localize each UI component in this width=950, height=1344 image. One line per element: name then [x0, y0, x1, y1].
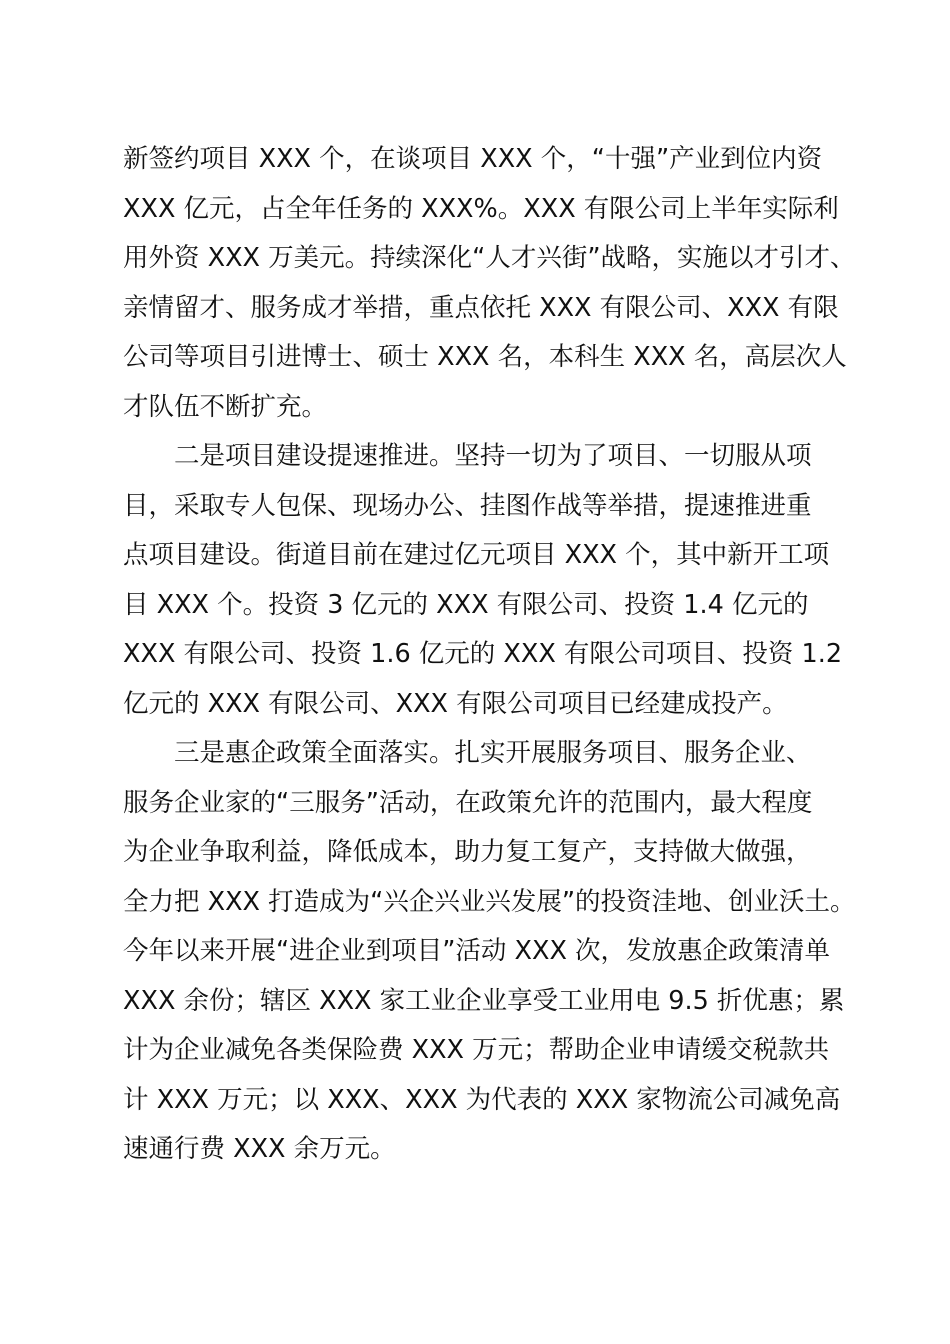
text-line: 才队伍不断扩充。 — [123, 392, 328, 422]
text-line: 公司等项目引进博士、硕士 XXX 名，本科生 XXX 名，高层次人 — [123, 342, 847, 372]
text-line: 目，采取专人包保、现场办公、挂图作战等举措，提速推进重 — [123, 491, 812, 521]
text-line: 服务企业家的“三服务”活动，在政策允许的范围内，最大程度 — [123, 788, 813, 818]
text-line: 用外资 XXX 万美元。持续深化“人才兴街”战略，实施以才引才、 — [123, 243, 856, 273]
text-line: 全力把 XXX 打造成为“兴企兴业兴发展”的投资洼地、创业沃土。 — [123, 887, 856, 917]
text-line: 新签约项目 XXX 个，在谈项目 XXX 个，“十强”产业到位内资 — [123, 144, 823, 174]
text-line: 亿元的 XXX 有限公司、XXX 有限公司项目已经建成投产。 — [123, 689, 788, 719]
paragraph-first-line: 二是项目建设提速推进。坚持一切为了项目、一切服从项 — [174, 441, 812, 471]
text-line: 亲情留才、服务成才举措，重点依托 XXX 有限公司、XXX 有限 — [123, 293, 839, 323]
text-line: 点项目建设。街道目前在建过亿元项目 XXX 个，其中新开工项 — [123, 540, 830, 570]
text-line: 今年以来开展“进企业到项目”活动 XXX 次，发放惠企政策清单 — [123, 936, 831, 966]
text-line: 计 XXX 万元；以 XXX、XXX 为代表的 XXX 家物流公司减免高 — [123, 1085, 841, 1115]
text-line: 目 XXX 个。投资 3 亿元的 XXX 有限公司、投资 1.4 亿元的 — [123, 590, 809, 620]
text-line: 为企业争取利益，降低成本，助力复工复产，支持做大做强， — [123, 837, 812, 867]
text-line: 计为企业减免各类保险费 XXX 万元；帮助企业申请缓交税款共 — [123, 1035, 830, 1065]
paragraph-first-line: 三是惠企政策全面落实。扎实开展服务项目、服务企业、 — [174, 738, 812, 768]
text-line: 速通行费 XXX 余万元。 — [123, 1134, 396, 1164]
text-line: XXX 有限公司、投资 1.6 亿元的 XXX 有限公司项目、投资 1.2 — [123, 639, 843, 669]
text-line: XXX 余份；辖区 XXX 家工业企业享受工业用电 9.5 折优惠；累 — [123, 986, 845, 1016]
text-line: XXX 亿元，占全年任务的 XXX%。XXX 有限公司上半年实际利 — [123, 194, 839, 224]
